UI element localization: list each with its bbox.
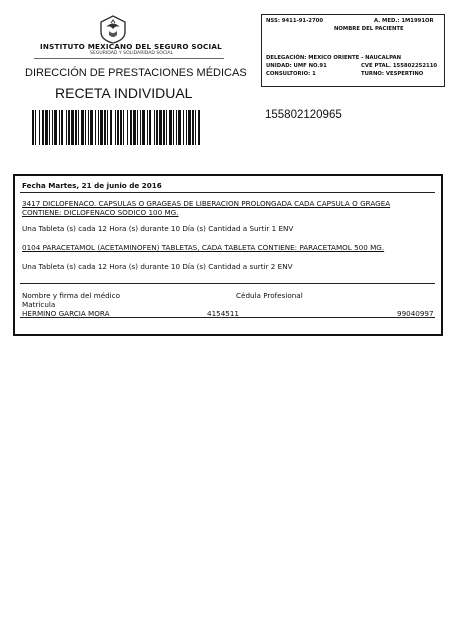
amed-text: A. MED.: 1M1991OR bbox=[374, 18, 434, 24]
folio-number: 155802120965 bbox=[265, 109, 342, 121]
doctor-name: HERMINO GARCIA MORA bbox=[22, 309, 110, 318]
signature-divider bbox=[20, 283, 435, 284]
delegacion-text: DELEGACIÓN: MEXICO ORIENTE - NAUCALPAN bbox=[266, 55, 402, 61]
med2-dosage: Una Tableta (s) cada 12 Hora (s) durante 10 Día (s) Cantidad a surtir 2 ENV bbox=[22, 262, 293, 271]
patient-name-label: NOMBRE DEL PACIENTE bbox=[334, 26, 404, 32]
institution-name: INSTITUTO MEXICANO DEL SEGURO SOCIAL bbox=[40, 42, 222, 51]
direccion-heading: DIRECCIÓN DE PRESTACIONES MÉDICAS bbox=[25, 67, 247, 79]
turno-text: TURNO: VESPERTINO bbox=[361, 71, 424, 77]
fecha-divider bbox=[20, 192, 435, 193]
med1-dosage: Una Tableta (s) cada 12 Hora (s) durante 10 Día (s) Cantidad a Surtir 1 ENV bbox=[22, 224, 294, 233]
med2-description: 0104 PARACETAMOL (ACETAMINOFEN) TABLETAS, CADA TABLETA CONTIENE: PARACETAMOL 500 MG. bbox=[22, 243, 385, 252]
cedula-value: 4154511 bbox=[207, 309, 240, 318]
med1-description-cont: CONTIENE: DICLOFENACO SODICO 100 MG. bbox=[22, 208, 179, 217]
matricula-value: 99040997 bbox=[397, 309, 434, 318]
imss-emblem-icon bbox=[98, 14, 128, 44]
cedula-label: Cédula Profesional bbox=[236, 291, 303, 300]
cve-text: CVE PTAL. 155802252110 bbox=[361, 63, 438, 69]
matricula-label: Matricula bbox=[22, 300, 56, 309]
nss-text: NSS: 9411-91-2700 bbox=[266, 18, 324, 24]
patient-info-box bbox=[261, 14, 445, 87]
barcode-icon bbox=[32, 110, 203, 145]
institution-subtitle: SEGURIDAD Y SOLIDARIDAD SOCIAL bbox=[90, 51, 174, 56]
doctor-name-label: Nombre y firma del médico bbox=[22, 291, 121, 300]
logo-divider bbox=[34, 58, 224, 59]
fecha-text: Fecha Martes, 21 de junio de 2016 bbox=[22, 181, 162, 190]
unidad-text: UNIDAD: UMF NO.91 bbox=[266, 63, 327, 69]
page-title: RECETA INDIVIDUAL bbox=[55, 85, 193, 101]
med1-description: 3417 DICLOFENACO. CAPSULAS O GRAGEAS DE LIBERACION PROLONGADA CADA CAPSULA O GRAGEA bbox=[22, 199, 391, 208]
doctor-underline bbox=[20, 317, 435, 318]
consultorio-text: CONSULTORIO: 1 bbox=[266, 71, 316, 77]
